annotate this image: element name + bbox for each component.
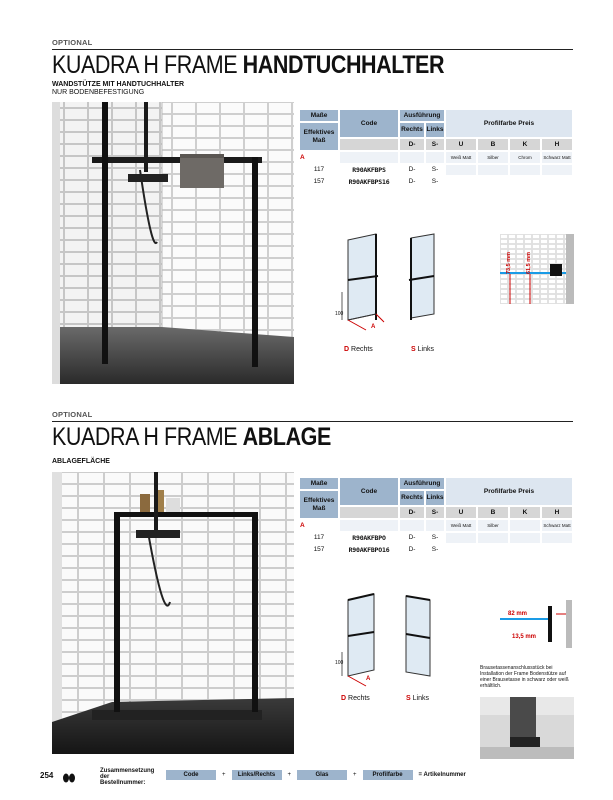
title-thin: KUADRA H FRAME <box>52 51 238 79</box>
header-color-k: K <box>510 139 540 150</box>
header-code: Code <box>340 478 398 505</box>
row-s: S- <box>431 178 439 185</box>
header-s: S- <box>426 139 444 150</box>
row-a: 117 <box>313 534 325 541</box>
header-color-b: B <box>478 139 508 150</box>
dim-735: 73,5 mm <box>506 251 512 274</box>
legend-code: Code <box>166 770 216 780</box>
table-row <box>300 545 572 555</box>
color-name-u: Weiß Matt <box>446 520 476 531</box>
header-profilfarbe: Profilfarbe Preis <box>446 478 572 505</box>
subtitle-2: NUR BODENBEFESTIGUNG <box>52 89 145 96</box>
label-links: S Links <box>406 695 429 702</box>
row-a: 157 <box>313 546 325 553</box>
row-code: R90AKFBPS <box>352 166 386 174</box>
header-rechts: Rechts <box>400 491 424 505</box>
header-masse: Maße <box>300 110 338 121</box>
header-a: A <box>300 153 305 161</box>
diagram-right-left <box>326 232 456 344</box>
header-code-blank <box>340 507 398 518</box>
row-d: D- <box>408 178 416 185</box>
header-color-u: U <box>446 139 476 150</box>
footer-text: Zusammensetzung der Bestellnummer: <box>100 768 155 786</box>
label-links: S Links <box>411 346 434 353</box>
legend-result: = Artikelnummer <box>418 772 466 778</box>
header-color-b: B <box>478 507 508 518</box>
row-s: S- <box>431 534 439 541</box>
header-color-h: H <box>542 139 572 150</box>
optional-label: OPTIONAL <box>52 38 93 47</box>
label-rechts: D Rechts <box>344 346 373 353</box>
legend-plus: + <box>222 772 226 778</box>
label-rechts: D Rechts <box>341 695 370 702</box>
row-s: S- <box>431 546 439 553</box>
legend-glas: Glas <box>297 770 347 780</box>
row-a: 157 <box>313 178 325 185</box>
header-masse: Maße <box>300 478 338 489</box>
header-profilfarbe: Profilfarbe Preis <box>446 110 572 137</box>
legend-plus: + <box>353 772 357 778</box>
row-d: D- <box>408 534 416 541</box>
order-code-legend <box>166 770 466 780</box>
header-links: Links <box>426 123 444 137</box>
header-code: Code <box>340 110 398 137</box>
title-bold: ABLAGE <box>242 423 331 451</box>
row-d: D- <box>408 166 416 173</box>
logo-icon <box>62 770 76 788</box>
header-effektives: Effektives Maß <box>300 123 338 150</box>
dim-82: 82 mm <box>508 611 528 617</box>
header-d: D- <box>400 139 424 150</box>
dim-615: 61,5 mm <box>526 251 532 274</box>
table-row <box>300 533 572 543</box>
header-ausfuehrung: Ausführung <box>400 478 444 489</box>
dim-100: 100 <box>335 660 344 666</box>
divider <box>52 421 573 422</box>
dim-100: 100 <box>335 311 344 317</box>
legend-profilfarbe: Profilfarbe <box>363 770 413 780</box>
color-name-b: Silber <box>478 152 508 163</box>
diagram-right-left <box>326 592 456 692</box>
header-effektives: Effektives Maß <box>300 491 338 518</box>
header-d: D- <box>400 507 424 518</box>
color-name-b: Silber <box>478 520 508 531</box>
subtitle: WANDSTÜTZE MIT HANDTUCHHALTER <box>52 81 185 88</box>
header-ausfuehrung: Ausführung <box>400 110 444 121</box>
optional-label: OPTIONAL <box>52 410 93 419</box>
spec-table <box>298 108 574 189</box>
legend-links-rechts: Links/Rechts <box>232 770 282 780</box>
section-title <box>52 53 444 78</box>
header-a: A <box>300 521 305 529</box>
title-bold: HANDTUCHHALTER <box>242 51 445 79</box>
header-color-h: H <box>542 507 572 518</box>
header-s: S- <box>426 507 444 518</box>
color-name-k <box>510 520 540 531</box>
section-title <box>52 425 331 450</box>
divider <box>52 49 573 50</box>
header-code-blank <box>340 139 398 150</box>
note-text: Brausetassenanschlussstück bei Installation der Frame Bodenstütze auf einer Brausetasse in schwarz oder weiß erhältlich. <box>480 665 569 689</box>
product-photo-towel-holder <box>52 102 294 384</box>
dim-135: 13,5 mm <box>512 634 537 640</box>
dim-a: A <box>366 676 371 682</box>
row-code: R90AKFBPO16 <box>348 546 390 554</box>
table-row <box>300 177 572 187</box>
header-links: Links <box>426 491 444 505</box>
row-code: R90AKFBPS16 <box>348 178 390 186</box>
title-thin: KUADRA H FRAME <box>52 423 238 451</box>
spec-table <box>298 476 574 557</box>
subtitle: ABLAGEFLÄCHE <box>52 458 110 465</box>
color-name-h: Schwarz Matt <box>542 520 572 531</box>
row-d: D- <box>408 546 416 553</box>
detail-image-3 <box>480 697 574 759</box>
row-a: 117 <box>313 166 325 173</box>
product-photo-shelf <box>52 472 294 754</box>
header-color-k: K <box>510 507 540 518</box>
row-s: S- <box>431 166 439 173</box>
header-rechts: Rechts <box>400 123 424 137</box>
legend-plus: + <box>287 772 292 778</box>
row-code: R90AKFBPO <box>352 534 386 542</box>
color-name-k: Chrom <box>510 152 540 163</box>
color-name-h: Schwarz Matt <box>542 152 572 163</box>
page-number: 254 <box>40 771 54 780</box>
table-row <box>300 165 572 175</box>
color-name-u: Weiß Matt <box>446 152 476 163</box>
detail-image-2 <box>500 600 574 648</box>
header-color-u: U <box>446 507 476 518</box>
dim-a: A <box>371 324 376 330</box>
